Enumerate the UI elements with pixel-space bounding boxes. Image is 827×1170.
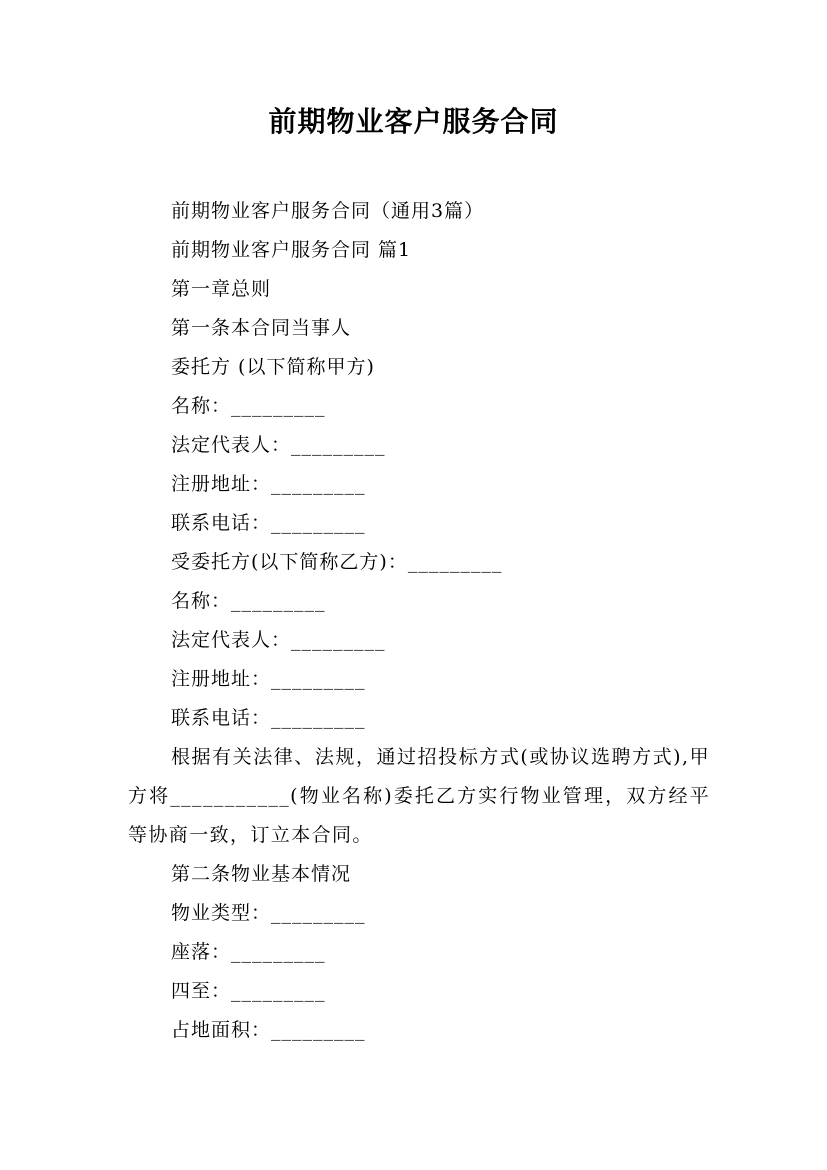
article-heading: 第一条本合同当事人: [171, 317, 352, 339]
agreement-paragraph: 根据有关法律、法规，通过招投标方式(或协议选聘方式),甲方将___________(物业名称)委托乙方实行物业管理，双方经平等协商一致，订立本合同。: [128, 746, 710, 846]
property-type-field: 物业类型：_________: [171, 902, 366, 924]
party-a-name-field: 名称：_________: [171, 395, 326, 417]
party-a-heading: 委托方 (以下简称甲方): [171, 356, 375, 378]
section-heading: 前期物业客户服务合同 篇1: [171, 239, 412, 261]
party-b-name-field: 名称：_________: [171, 590, 326, 612]
party-b-heading: 受委托方(以下简称乙方)：_________: [171, 551, 503, 573]
document-subtitle: 前期物业客户服务合同（通用3篇）: [171, 200, 485, 222]
document-body: [128, 192, 710, 1050]
chapter-heading: 第一章总则: [171, 278, 272, 300]
party-b-address-field: 注册地址：_________: [171, 668, 366, 690]
property-boundaries-field: 四至：_________: [171, 980, 326, 1002]
article-heading: 第二条物业基本情况: [171, 863, 352, 885]
document-title: 前期物业客户服务合同: [268, 105, 559, 138]
property-location-field: 座落：_________: [171, 941, 326, 963]
party-a-address-field: 注册地址：_________: [171, 473, 366, 495]
land-area-field: 占地面积：_________: [171, 1019, 366, 1041]
party-b-representative-field: 法定代表人：_________: [171, 629, 386, 651]
party-a-phone-field: 联系电话：_________: [171, 512, 366, 534]
party-a-representative-field: 法定代表人：_________: [171, 434, 386, 456]
party-b-phone-field: 联系电话：_________: [171, 707, 366, 729]
